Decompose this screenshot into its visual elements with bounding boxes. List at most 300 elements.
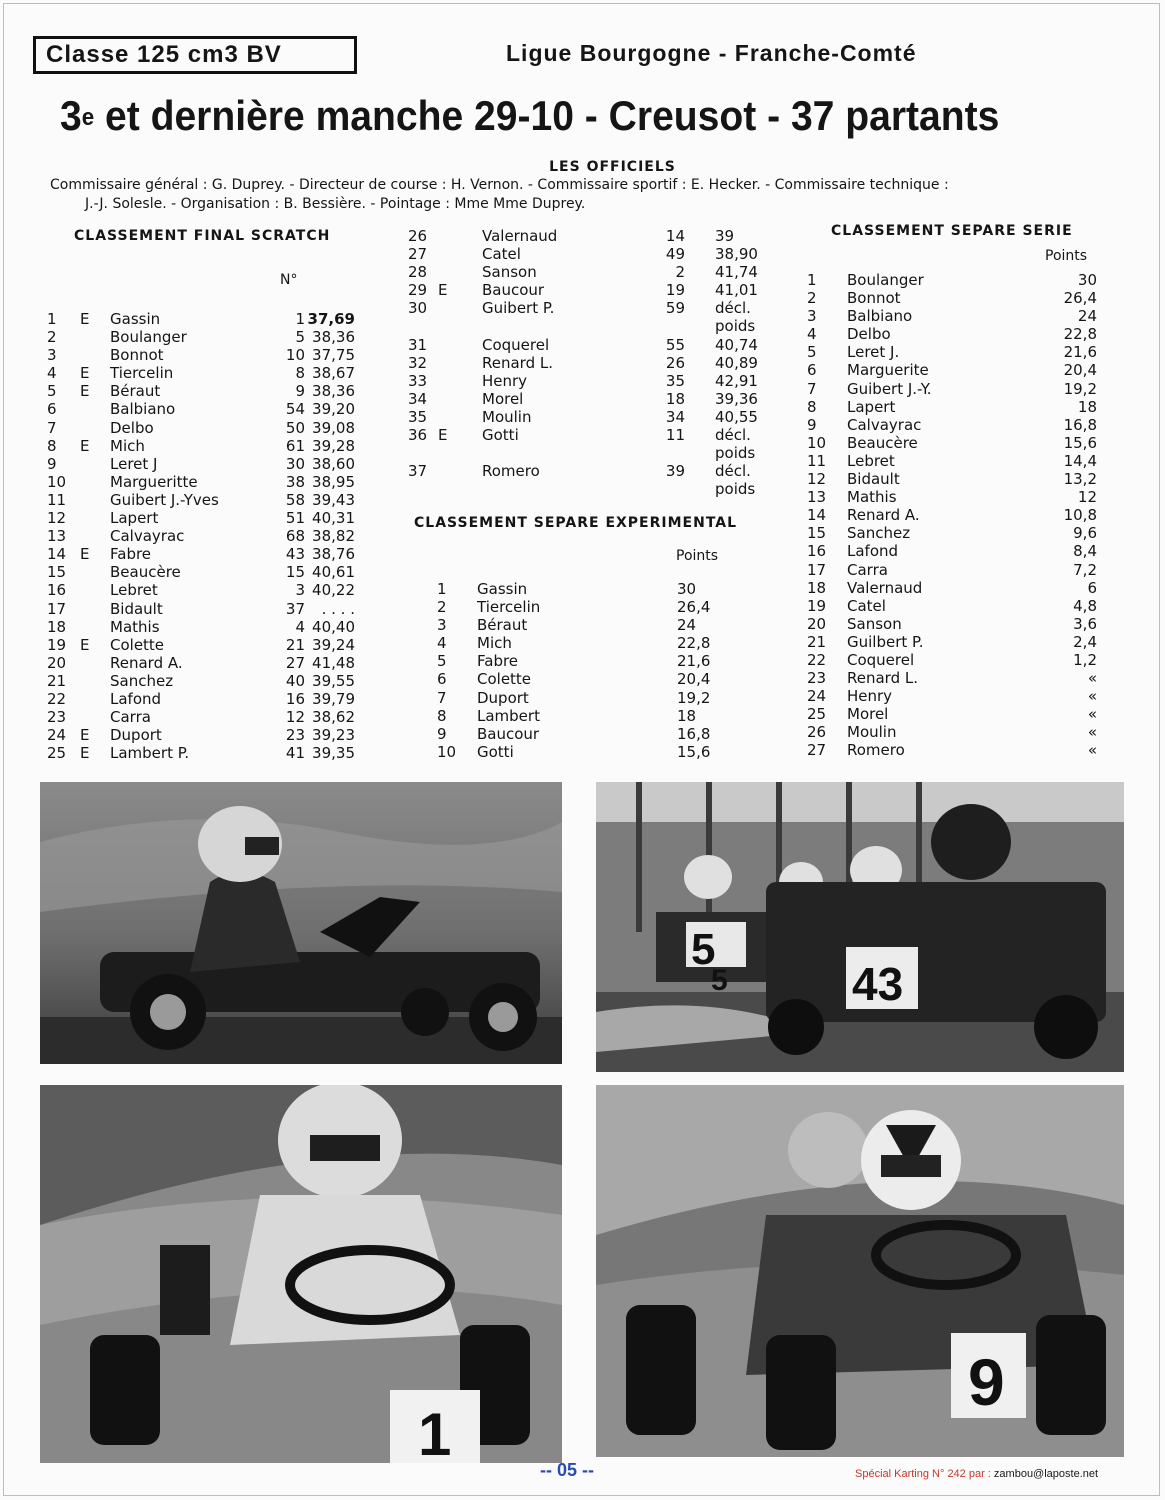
scratch-col-num: N° <box>280 272 298 288</box>
table-row <box>437 634 717 652</box>
table-cell <box>80 563 110 581</box>
table-cell: Renard A. <box>110 653 183 672</box>
table-cell: 9,6 <box>1073 524 1097 543</box>
table-row <box>807 633 1097 651</box>
table-row <box>47 672 355 690</box>
table-cell: 37 <box>285 599 305 618</box>
table-cell <box>80 473 110 491</box>
table-cell: 38,67 <box>312 364 355 383</box>
serie-col-points: Points <box>1045 248 1088 264</box>
table-cell: 40,22 <box>312 581 355 600</box>
table-cell: Guibert J.-Y. <box>847 379 932 398</box>
headline-text: et dernière manche 29-10 - Creusot - 37 partants <box>94 92 1000 139</box>
table-cell: 37,69 <box>307 310 355 328</box>
table-cell: Marguerite <box>847 361 929 380</box>
table-cell: 20 <box>807 614 827 633</box>
table-cell: 39,35 <box>312 744 355 763</box>
table-row <box>807 542 1097 560</box>
table-cell: 68 <box>285 527 305 546</box>
table-cell: 43 <box>285 545 305 564</box>
scratch-title: CLASSEMENT FINAL SCRATCH <box>74 228 331 244</box>
table-cell <box>482 480 650 498</box>
table-row <box>47 581 355 599</box>
table-cell <box>482 444 650 462</box>
table-cell: Henry <box>482 371 528 390</box>
table-cell: E <box>80 545 90 564</box>
photo-kart-side-image <box>40 782 562 1064</box>
table-cell: 20,4 <box>1063 361 1097 380</box>
table-cell <box>80 491 110 509</box>
table-row <box>47 491 355 509</box>
table-cell: 14 <box>665 227 685 245</box>
table-cell: 4 <box>437 634 447 653</box>
table-cell: 17 <box>807 560 827 579</box>
table-row <box>408 227 763 245</box>
table-cell <box>438 227 482 245</box>
table-row <box>408 299 763 317</box>
scratch-table-continued <box>408 227 763 498</box>
table-row <box>807 705 1097 723</box>
table-cell: Valernaud <box>847 578 923 597</box>
table-cell: 8 <box>437 706 447 725</box>
table-cell: Moulin <box>847 723 897 742</box>
table-cell: Romero <box>847 741 905 760</box>
table-cell: 8,4 <box>1073 542 1097 561</box>
plate-9: 9 <box>968 1345 1005 1419</box>
table-cell: 21,6 <box>1063 343 1097 362</box>
table-cell: 55 <box>665 335 685 354</box>
table-cell: 21,6 <box>677 652 711 671</box>
table-row <box>807 506 1097 524</box>
photo-kart-number-1 <box>40 1085 562 1463</box>
table-cell: 42,91 <box>715 371 758 390</box>
table-cell: Coquerel <box>482 335 550 354</box>
table-cell <box>438 390 482 408</box>
table-row <box>47 563 355 581</box>
table-cell: Delbo <box>110 418 154 437</box>
table-cell: 16 <box>285 689 305 708</box>
table-row <box>437 707 717 725</box>
table-cell: E <box>438 281 448 300</box>
table-cell <box>80 419 110 437</box>
table-cell: 23 <box>285 726 305 745</box>
table-cell <box>80 400 110 418</box>
table-cell: 30 <box>677 580 697 598</box>
table-cell: Gassin <box>110 310 161 328</box>
table-row <box>807 470 1097 488</box>
table-cell: 18 <box>1077 397 1097 416</box>
photo-kart-number-1-image <box>40 1085 562 1463</box>
table-cell: 39,08 <box>312 418 355 437</box>
table-cell: Lebret <box>110 581 158 600</box>
table-cell: 18 <box>807 578 827 597</box>
table-cell: Tiercelin <box>110 364 174 383</box>
table-cell: 18 <box>47 617 67 636</box>
table-cell: 49 <box>665 245 685 264</box>
table-cell: 38,76 <box>312 545 355 564</box>
table-cell: « <box>1087 669 1097 688</box>
table-cell: 8 <box>47 436 57 455</box>
experimental-title: CLASSEMENT SEPARE EXPERIMENTAL <box>414 515 738 531</box>
table-cell: Gassin <box>477 580 528 598</box>
table-row <box>47 527 355 545</box>
table-cell <box>438 299 482 317</box>
table-cell: 1,2 <box>1073 650 1097 669</box>
table-cell: Sanchez <box>110 671 174 690</box>
table-cell: 38,95 <box>312 472 355 491</box>
table-cell: Colette <box>477 670 532 689</box>
table-cell: Béraut <box>110 382 161 401</box>
table-cell: Romero <box>482 462 540 481</box>
photo-kart-pack-image <box>596 782 1124 1072</box>
table-cell: Guibert P. <box>482 299 555 318</box>
plate-5-upper: 5 <box>691 925 716 974</box>
table-cell: E <box>80 310 90 328</box>
table-cell <box>438 263 482 281</box>
table-cell: 37,75 <box>312 346 355 365</box>
table-cell: 3 <box>295 581 305 600</box>
table-cell <box>438 444 482 462</box>
table-cell: « <box>1087 723 1097 742</box>
table-cell: 38,90 <box>715 245 758 264</box>
table-cell: 41,74 <box>715 263 758 282</box>
table-cell <box>408 317 438 335</box>
table-cell <box>80 708 110 726</box>
table-cell: « <box>1087 705 1097 724</box>
table-cell <box>80 581 110 599</box>
table-row <box>807 488 1097 506</box>
plate-43: 43 <box>852 958 904 1010</box>
table-cell: 27 <box>408 245 428 264</box>
table-row <box>807 651 1097 669</box>
table-cell: 5 <box>807 343 817 362</box>
table-cell: 37 <box>408 462 428 481</box>
table-cell: 22 <box>47 689 67 708</box>
table-cell: 30 <box>285 454 305 473</box>
table-cell: 61 <box>285 436 305 455</box>
table-cell: Morel <box>847 705 889 724</box>
table-cell: 21 <box>47 671 67 690</box>
table-cell: Mich <box>477 634 512 653</box>
table-row <box>408 462 763 480</box>
table-cell: 2,4 <box>1073 632 1097 651</box>
table-cell: Tiercelin <box>477 598 541 617</box>
table-cell: 18 <box>665 389 685 408</box>
footer-email: zambou@laposte.net <box>993 1468 1099 1480</box>
table-row <box>408 263 763 281</box>
table-cell: 21 <box>807 632 827 651</box>
table-cell <box>80 618 110 636</box>
table-cell: 1 <box>47 310 57 328</box>
table-cell: E <box>80 635 90 654</box>
table-row <box>408 281 763 299</box>
table-row <box>807 434 1097 452</box>
table-cell: 19 <box>665 281 685 300</box>
table-cell: 16,8 <box>1063 415 1097 434</box>
table-row <box>807 380 1097 398</box>
table-row <box>47 455 355 473</box>
photo-kart-side <box>40 782 562 1064</box>
table-cell: 6 <box>807 361 817 380</box>
table-cell <box>438 372 482 390</box>
table-cell: 3,6 <box>1073 614 1097 633</box>
table-cell: 2 <box>437 598 447 617</box>
table-cell: 32 <box>408 353 428 372</box>
table-cell: Bidault <box>847 470 900 489</box>
table-cell: Mathis <box>847 488 897 507</box>
table-cell: Calvayrac <box>847 415 922 434</box>
table-row <box>807 325 1097 343</box>
table-row <box>807 398 1097 416</box>
officials-title: LES OFFICIELS <box>549 159 676 175</box>
table-row <box>47 400 355 418</box>
table-cell: 11 <box>665 426 685 445</box>
table-cell: 36 <box>408 426 428 445</box>
table-row <box>47 346 355 364</box>
table-cell <box>438 462 482 480</box>
table-cell: 9 <box>807 415 817 434</box>
table-cell: 41 <box>285 744 305 763</box>
table-cell <box>80 672 110 690</box>
table-row <box>47 437 355 455</box>
table-cell: 19 <box>807 596 827 615</box>
table-cell: 8 <box>807 397 817 416</box>
table-cell: 39 <box>715 227 735 245</box>
table-cell: Baucour <box>482 281 545 300</box>
footer-credit-text: Spécial Karting N° 242 par : <box>855 1468 994 1480</box>
table-cell: 14 <box>47 545 67 564</box>
table-cell: Carra <box>110 708 151 727</box>
experimental-col-points: Points <box>676 548 719 564</box>
page-number: -- 05 -- <box>540 1460 594 1480</box>
table-row <box>47 419 355 437</box>
table-cell: 7 <box>47 418 57 437</box>
table-cell: 14 <box>807 506 827 525</box>
table-cell: 1 <box>295 310 305 328</box>
table-cell <box>80 654 110 672</box>
table-cell: 13 <box>47 527 67 546</box>
table-row <box>807 307 1097 325</box>
table-cell: Duport <box>477 688 529 707</box>
table-cell: 8 <box>295 364 305 383</box>
table-cell: 15 <box>47 563 67 582</box>
table-cell: Boulanger <box>847 271 924 289</box>
table-cell: 5 <box>437 652 447 671</box>
table-row <box>408 245 763 263</box>
table-row <box>47 690 355 708</box>
table-row <box>47 708 355 726</box>
table-cell: Renard A. <box>847 506 920 525</box>
serie-table <box>807 271 1097 760</box>
table-cell: E <box>80 726 90 745</box>
table-row <box>807 669 1097 687</box>
table-cell <box>650 480 715 498</box>
table-cell: 1 <box>437 580 447 598</box>
table-cell: Lafond <box>847 542 899 561</box>
table-cell: 7 <box>437 688 447 707</box>
table-cell: Lapert <box>110 509 159 528</box>
table-row <box>437 725 717 743</box>
photo-kart-pack <box>596 782 1124 1072</box>
table-cell: E <box>80 744 90 763</box>
table-cell: Mathis <box>110 617 160 636</box>
table-cell: Duport <box>110 726 162 745</box>
table-row <box>807 416 1097 434</box>
table-cell: 2 <box>47 328 57 347</box>
table-cell: 39,24 <box>312 635 355 654</box>
table-cell <box>438 245 482 263</box>
table-cell: 10,8 <box>1063 506 1097 525</box>
table-cell: « <box>1087 687 1097 706</box>
table-cell: 19,2 <box>677 688 711 707</box>
serie-title: CLASSEMENT SEPARE SERIE <box>831 223 1073 239</box>
table-row <box>807 579 1097 597</box>
table-cell: 26,4 <box>1063 289 1097 308</box>
table-cell: 15,6 <box>677 742 711 761</box>
experimental-table <box>437 580 717 761</box>
table-cell: 12 <box>807 470 827 489</box>
table-cell: 10 <box>285 346 305 365</box>
table-cell: 4 <box>807 325 817 344</box>
table-row <box>807 561 1097 579</box>
table-cell: E <box>80 436 90 455</box>
table-cell <box>80 346 110 364</box>
table-cell: 5 <box>47 382 57 401</box>
table-cell: 40,31 <box>312 509 355 528</box>
table-cell: Baucour <box>477 724 540 743</box>
table-cell: 11 <box>47 490 67 509</box>
table-cell: 15 <box>807 524 827 543</box>
headline-number: 3 <box>60 92 82 139</box>
table-cell: 24 <box>47 726 67 745</box>
table-cell <box>438 408 482 426</box>
table-cell: décl. <box>715 426 751 445</box>
table-row <box>47 545 355 563</box>
table-cell: Lebret <box>847 451 895 470</box>
table-cell: 24 <box>807 687 827 706</box>
table-cell: 6 <box>437 670 447 689</box>
table-cell: 19 <box>47 635 67 654</box>
table-cell: 3 <box>47 346 57 365</box>
table-cell: Bonnot <box>110 346 164 365</box>
table-cell: Leret J. <box>847 343 900 362</box>
table-cell: Bonnot <box>847 289 901 308</box>
table-cell: 2 <box>675 263 685 282</box>
league-title: Ligue Bourgogne - Franche-Comté <box>506 40 917 66</box>
table-cell: poids <box>715 444 756 463</box>
table-cell: 54 <box>285 400 305 419</box>
table-cell: Gotti <box>477 742 514 761</box>
table-row <box>807 741 1097 759</box>
table-cell: 26,4 <box>677 598 711 617</box>
table-cell: Bidault <box>110 599 163 618</box>
table-cell: 16 <box>47 581 67 600</box>
table-cell: 9 <box>47 454 57 473</box>
table-cell: 26 <box>665 353 685 372</box>
table-cell: Béraut <box>477 616 528 635</box>
scratch-table <box>47 310 355 762</box>
table-cell: 33 <box>408 371 428 390</box>
table-row <box>47 600 355 618</box>
table-row <box>408 317 763 335</box>
table-row <box>47 744 355 762</box>
table-row <box>807 289 1097 307</box>
table-row <box>807 615 1097 633</box>
table-row <box>47 654 355 672</box>
table-cell: Lafond <box>110 689 162 708</box>
table-cell <box>438 480 482 498</box>
class-label: Classe 125 cm3 BV <box>33 36 357 74</box>
table-cell: 39 <box>665 462 685 481</box>
table-cell: 39,36 <box>715 389 758 408</box>
table-cell: 39,55 <box>312 671 355 690</box>
table-cell: 34 <box>408 389 428 408</box>
table-cell: 3 <box>807 307 817 326</box>
table-row <box>807 524 1097 542</box>
table-cell: 34 <box>665 407 685 426</box>
table-cell: Lambert P. <box>110 744 190 763</box>
officials-line-2: J.-J. Solesle. - Organisation : B. Bessière. - Pointage : Mme Mme Duprey. <box>85 196 586 212</box>
table-cell: 10 <box>437 742 457 761</box>
table-cell: E <box>438 426 448 445</box>
table-cell: 18 <box>677 706 697 725</box>
table-cell: 31 <box>408 335 428 354</box>
table-cell: 19,2 <box>1063 379 1097 398</box>
table-cell: 25 <box>47 744 67 763</box>
table-cell: 26 <box>807 723 827 742</box>
table-row <box>807 271 1097 289</box>
table-cell <box>438 336 482 354</box>
table-cell: 21 <box>285 635 305 654</box>
table-cell: . . . . <box>321 599 355 618</box>
table-cell: 35 <box>408 407 428 426</box>
table-cell: 30 <box>408 299 428 318</box>
table-cell: 59 <box>665 299 685 318</box>
table-cell: 14,4 <box>1063 451 1097 470</box>
table-cell: Sanson <box>847 614 902 633</box>
table-cell: Sanson <box>482 263 537 282</box>
table-cell: 50 <box>285 418 305 437</box>
table-cell: 16,8 <box>677 724 711 743</box>
table-cell: 12 <box>1077 488 1097 507</box>
table-cell: Gotti <box>482 426 519 445</box>
table-cell <box>650 317 715 335</box>
table-cell <box>80 690 110 708</box>
table-cell: 51 <box>285 509 305 528</box>
table-cell <box>408 480 438 498</box>
table-row <box>807 452 1097 470</box>
table-cell: 15 <box>285 563 305 582</box>
table-cell: Lambert <box>477 706 540 725</box>
table-cell: 15,6 <box>1063 433 1097 452</box>
table-cell: Delbo <box>847 325 891 344</box>
table-cell <box>80 509 110 527</box>
table-cell: 40,61 <box>312 563 355 582</box>
table-row <box>437 652 717 670</box>
table-cell: 39,20 <box>312 400 355 419</box>
table-cell: Sanchez <box>847 524 911 543</box>
table-row <box>437 670 717 688</box>
table-row <box>408 444 763 462</box>
table-cell: 40,55 <box>715 407 758 426</box>
table-cell: Guilbert P. <box>847 632 924 651</box>
table-cell: 4,8 <box>1073 596 1097 615</box>
table-cell: 6 <box>47 400 57 419</box>
table-cell: « <box>1087 741 1097 760</box>
table-cell <box>80 527 110 545</box>
table-cell: 26 <box>408 227 428 245</box>
table-cell: Leret J <box>110 454 158 473</box>
